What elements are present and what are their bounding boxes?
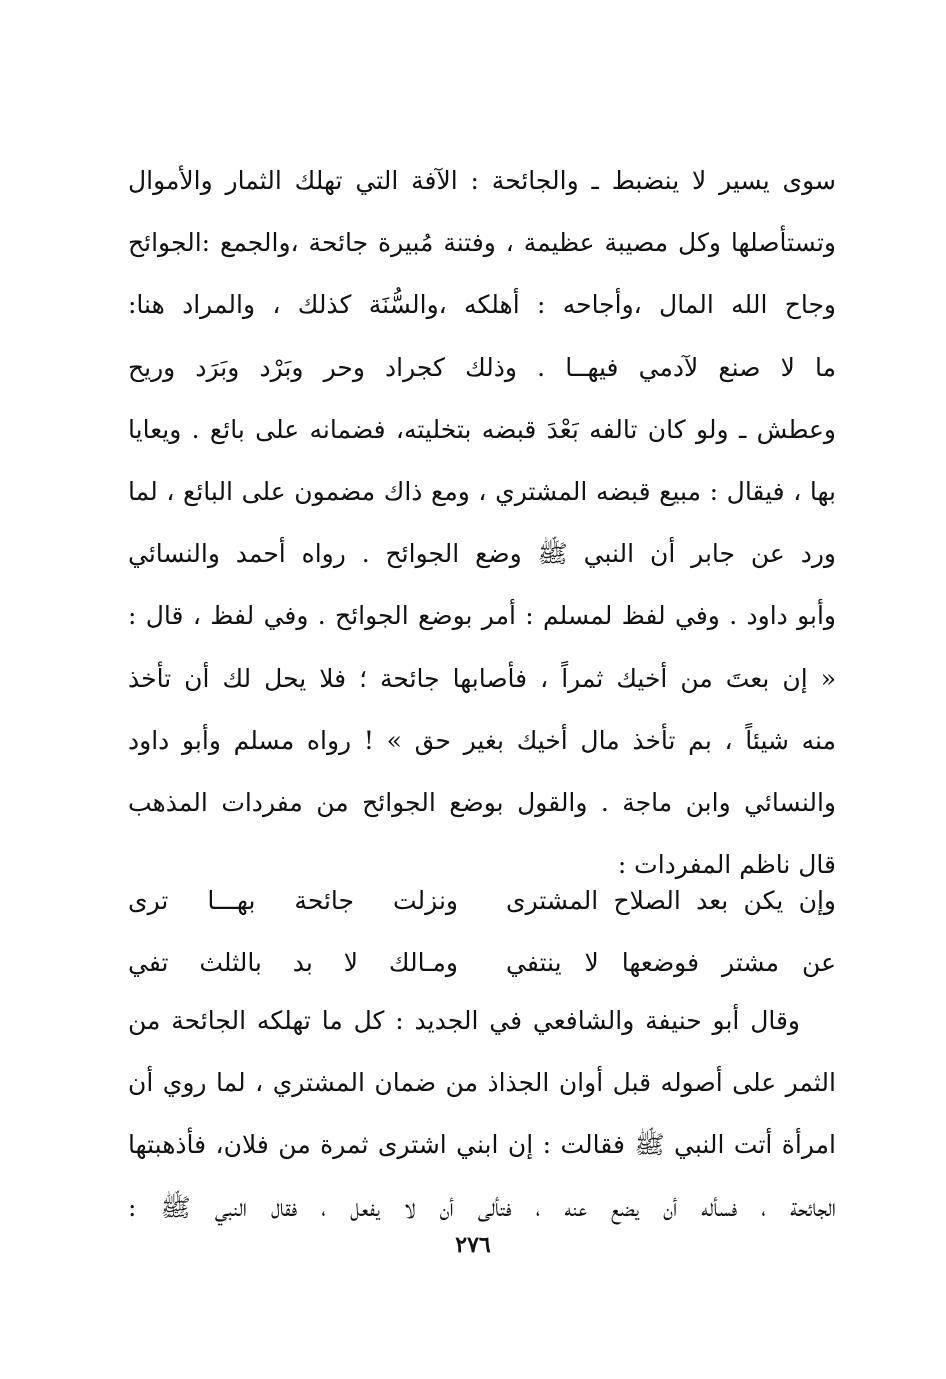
text-line: بها ، فيقال : مبيع قبضه المشتري ، ومع ذاك مضمون على البائع ، لما (128, 476, 836, 506)
verse-first-hemistich: وإن يكن بعد الصلاح المشترى (506, 886, 836, 915)
text-line: ما لا صنع لآدمي فيهــا . وذلك كجراد وحر وبَرْد وبَرَد وريح (128, 352, 836, 382)
paragraph-2 (128, 990, 836, 1239)
paragraph-1 (128, 150, 836, 896)
text-line: وأبو داود . وفي لفظ لمسلم : أمر بوضع الجوائح . وفي لفظ ، قال : (128, 601, 836, 631)
text-line: الثمر على أصوله قبل أوان الجذاذ من ضمان المشتري ، لما روي أن (128, 1068, 836, 1098)
text-line: الجائحة ، فسأله أن يضع عنه ، فتألى أن لا يفعل ، فقال النبي ﷺ : (128, 1192, 836, 1222)
text-line: والنسائي وابن ماجة . والقول بوضع الجوائح من مفردات المذهب (128, 787, 836, 817)
text-line: « إن بعتَ من أخيك ثمراً ، فأصابها جائحة ؛ فلا يحل لك أن تأخذ (128, 663, 836, 693)
poem-verses (128, 870, 836, 994)
text-line: وقال أبو حنيفة والشافعي في الجديد : كل ما تهلكه الجائحة من (128, 1006, 800, 1035)
text-line: منه شيئاً ، بم تأخذ مال أخيك بغير حق » ! رواه مسلم وأبو داود (128, 725, 836, 755)
verse-second-hemistich: ومـالك لا بد بالثلث تفي (128, 948, 458, 977)
page-number: ٢٧٦ (455, 1232, 491, 1258)
verse-line (128, 932, 836, 994)
verse-second-hemistich: ونزلت جائحة بهـــا ترى (128, 886, 458, 915)
text-line: ورد عن جابر أن النبي ﷺ وضع الجوائح . رواه أحمد والنسائي (128, 539, 836, 569)
text-line: وتستأصلها وكل مصيبة عظيمة ، وفتنة مُبيرة جائحة ،والجمع :الجوائح (128, 228, 836, 258)
text-line: سوى يسير لا ينضبط ـ والجائحة : الآفة التي تهلك الثمار والأموال (128, 166, 836, 195)
text-line: وعطش ـ ولو كان تالفه بَعْدَ قبضه بتخليته، فضمانه على بائع . ويعايا (128, 414, 836, 444)
text-line: امرأة أتت النبي ﷺ فقالت : إن ابني اشترى ثمرة من فلان، فأذهبتها (128, 1130, 836, 1160)
verse-first-hemistich: عن مشتر فوضعها لا ينتفي (506, 948, 836, 977)
text-line: قال ناظم المفردات : (617, 850, 836, 880)
text-line: وجاح الله المال ،وأجاحه : أهلكه ،والسُّنَة كذلك ، والمراد هنا: (128, 290, 836, 320)
verse-line (128, 870, 836, 932)
